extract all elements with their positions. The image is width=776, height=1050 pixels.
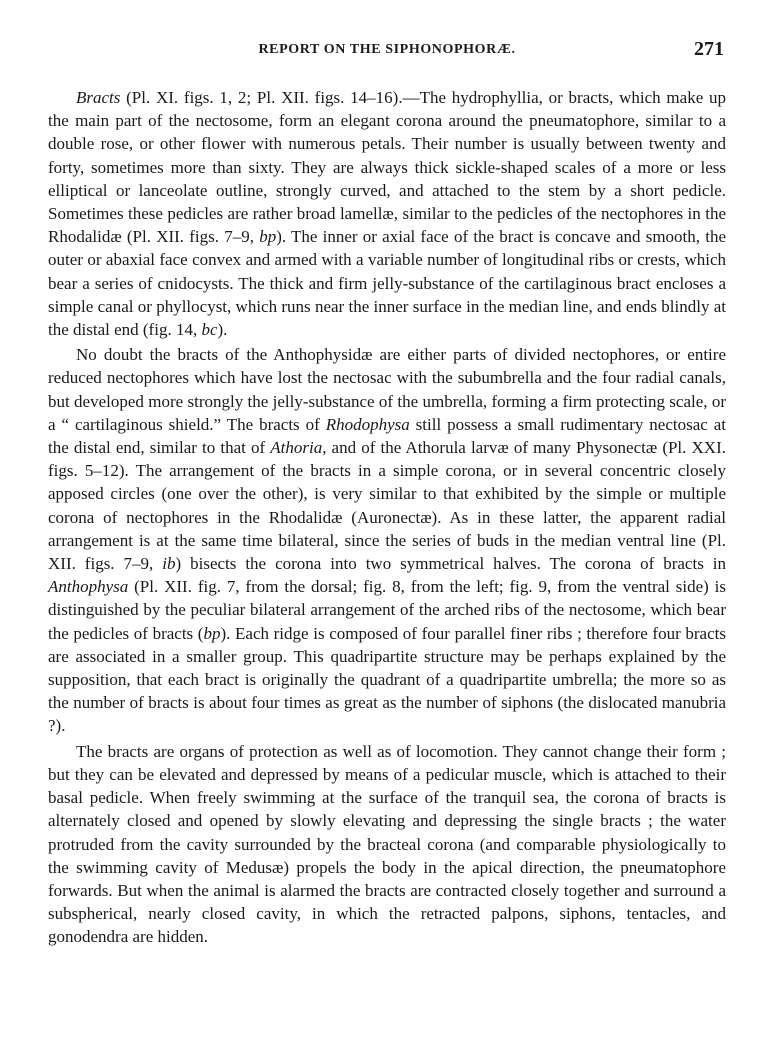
paragraph-bracts-origin	[48, 343, 726, 737]
italic-text-run: Anthophysa	[48, 577, 129, 597]
italic-text-run: bc	[201, 320, 218, 340]
text-run: ).	[217, 320, 228, 340]
page	[48, 34, 726, 949]
italic-text-run: bp	[203, 623, 221, 643]
text-run: , and of the Athorula larvæ of many Physonectæ (Pl. XXI. figs. 5–12). The arrangement of the bracts in a simple corona, or in several concentric closely apposed circles (one over the other), is very similar to that exhibited by the simple or multiple corona of nectophores in the Rhodalidæ (Auronectæ). As in these latter, the apparent radial arrangement is at the same time bilateral, since the series of buds in the median ventral line (Pl. XII. figs. 7–9,	[48, 438, 726, 574]
text-run: ). The inner or axial face of the bract is concave and smooth, the outer or abaxial face convex and armed with a variable number of longitudinal ribs or crests, which bear a series of cnidocysts. The thick and firm jelly-substance of the cartilaginous bract encloses a simple canal or phyllocyst, which runs near the inner surface in the median line, and ends blindly at the distal end (fig. 14,	[48, 227, 726, 340]
running-header	[48, 34, 726, 66]
italic-text-run: Rhodophysa	[325, 414, 410, 434]
text-run: ). Each ridge is composed of four parallel finer ribs ; therefore four bracts are associated in a smaller group. This quadripartite structure may be perhaps explained by the supposition, that each bract is originally the quadrant of a quadripartite umbrella; the more so as the number of bracts is about four times as great as the number of siphons (the dislocated manubria ?).	[48, 623, 726, 736]
text-run: No doubt the bracts of the Anthophysidæ are either parts of divided nectophores, or entire reduced nectophores which have lost the nectosac with the subumbrella and the four radial canals, but developed more strongly the jelly-substance of the umbrella, forming a firm protecting scale, or a “ cartilaginous shield.” The bracts of	[48, 345, 726, 434]
paragraph-bracts-description	[48, 86, 726, 341]
italic-text-run: bp	[259, 227, 277, 247]
text-run: (Pl. XI. figs. 1, 2; Pl. XII. figs. 14–16).—The hydrophyllia, or bracts, which make up the main part of the nectosome, form an elegant corona around the pneumatophore, similar to a double rose, or other flower with numerous petals. Their number is usually between twenty and forty, sometimes more than sixty. They are always thick sickle-shaped scales of a more or less elliptical or lanceolate outline, strongly curved, and attached to the stem by a short pedicle. Sometimes these pedicles are rather broad lamellæ, similar to the pedicles of the nectophores in the Rhodalidæ (Pl. XII. figs. 7–9,	[48, 88, 726, 247]
paragraph-bracts-function	[48, 740, 726, 949]
body-text	[48, 86, 726, 949]
text-run: ) bisects the corona into two symmetrical halves. The corona of bracts in	[175, 554, 726, 574]
running-title: REPORT ON THE SIPHONOPHORÆ.	[258, 42, 516, 57]
text-run: still possess a small rudimentary nectosac at the distal end, similar to that of	[48, 414, 726, 458]
italic-text-run: ib	[162, 554, 176, 574]
italic-text-run: Bracts	[76, 88, 121, 107]
text-run: (Pl. XII. fig. 7, from the dorsal; fig. 8, from the left; fig. 9, from the ventral side) is distinguished by the peculiar bilateral arrangement of the arched ribs of the nectosome, which bear the pedicles of bracts (	[48, 577, 726, 643]
page-number: 271	[694, 38, 724, 60]
text-run: The bracts are organs of protection as well as of locomotion. They cannot change their form ; but they can be elevated and depressed by means of a pedicular muscle, which is attached to their basal pedicle. When freely swimming at the surface of the tranquil sea, the corona of bracts is alternately closed and opened by slowly elevating and depressing the single bracts ; the water protruded from the cavity surrounded by the bracteal corona (and comparable physiologically to the swimming cavity of Medusæ) propels the body in the apical direction, the pneumatophore forwards. But when the animal is alarmed the bracts are contracted closely together and surround a subspherical, nearly closed cavity, in which the retracted palpons, siphons, tentacles, and gonodendra are hidden.	[48, 741, 726, 947]
italic-text-run: Athoria	[270, 438, 323, 458]
